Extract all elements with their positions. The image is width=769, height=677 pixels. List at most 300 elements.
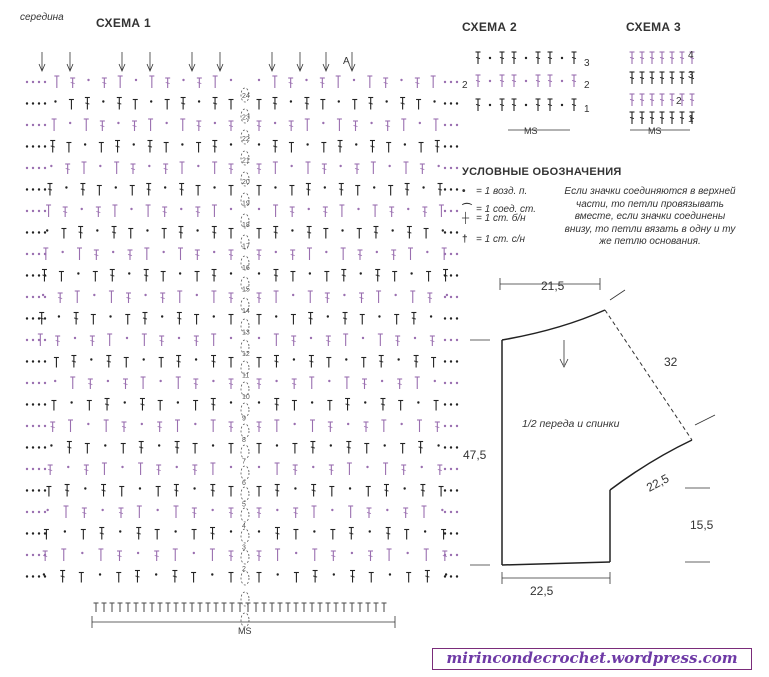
dc-stitch bbox=[192, 508, 197, 518]
chain-dot bbox=[44, 554, 46, 556]
chain-dot bbox=[32, 489, 34, 491]
sc-stitch bbox=[222, 603, 227, 612]
chain-dot bbox=[44, 274, 46, 276]
chain-dot bbox=[213, 315, 215, 317]
sc-stitch bbox=[173, 549, 178, 561]
sc-stitch bbox=[312, 506, 317, 518]
dc-stitch bbox=[548, 99, 553, 111]
chain-dot bbox=[26, 296, 28, 298]
chain-dot bbox=[38, 102, 40, 104]
sc-stitch bbox=[64, 506, 69, 518]
dc-stitch bbox=[210, 528, 215, 540]
dc-stitch bbox=[572, 99, 577, 111]
dc-stitch bbox=[212, 227, 217, 239]
dc-stitch bbox=[55, 336, 60, 346]
dc-stitch bbox=[345, 399, 350, 411]
chain-dot bbox=[38, 167, 40, 169]
chain-dot bbox=[394, 294, 396, 296]
chain-dot bbox=[444, 296, 446, 298]
chain-dot bbox=[450, 188, 452, 190]
chain-dot bbox=[444, 81, 446, 83]
sc-stitch bbox=[52, 119, 57, 131]
chain-dot bbox=[38, 253, 40, 255]
dc-stitch bbox=[132, 121, 137, 131]
sc-stitch bbox=[262, 603, 267, 612]
chain-dot bbox=[44, 360, 46, 362]
dc-stitch bbox=[275, 485, 280, 497]
chain-dot bbox=[26, 124, 28, 126]
chain-dot bbox=[139, 487, 141, 489]
sc-stitch bbox=[323, 229, 328, 239]
dc-stitch bbox=[229, 121, 234, 131]
dc-stitch bbox=[350, 571, 355, 583]
sc-stitch bbox=[415, 377, 420, 389]
row-number: 2 bbox=[242, 566, 246, 573]
chain-dot bbox=[44, 446, 46, 448]
chain-dot bbox=[450, 210, 452, 212]
sc-stitch bbox=[404, 162, 409, 174]
chain-dot bbox=[135, 79, 137, 81]
chain-dot bbox=[194, 423, 196, 425]
sc-stitch bbox=[211, 420, 216, 432]
chain-dot bbox=[444, 102, 446, 104]
chain-dot bbox=[456, 296, 458, 298]
chain-dot bbox=[44, 253, 46, 255]
sc-stitch bbox=[439, 487, 444, 497]
chain-dot bbox=[293, 423, 295, 425]
dc-stitch bbox=[397, 379, 402, 389]
chain-dot bbox=[275, 251, 277, 253]
hem-outline bbox=[502, 562, 610, 565]
dc-stitch bbox=[106, 356, 111, 368]
chain-dot bbox=[333, 573, 335, 575]
sc-stitch bbox=[175, 420, 180, 432]
dc-stitch bbox=[213, 98, 218, 110]
sc-stitch bbox=[292, 444, 297, 454]
dc-stitch bbox=[102, 78, 107, 88]
chain-dot bbox=[26, 339, 28, 341]
dc-stitch bbox=[512, 99, 517, 111]
dc-stitch bbox=[163, 164, 168, 174]
sc-stitch bbox=[326, 358, 331, 368]
dc-stitch bbox=[311, 485, 316, 497]
chain-dot bbox=[230, 272, 232, 274]
arrow-down-icon bbox=[39, 52, 45, 71]
dc-stitch bbox=[384, 485, 389, 497]
chain-dot bbox=[44, 124, 46, 126]
legend-item-slip: ⌒ = 1 соед. ст. bbox=[462, 200, 536, 215]
chain-dot bbox=[65, 186, 67, 188]
chain-dot bbox=[324, 186, 326, 188]
dc-stitch bbox=[288, 78, 293, 88]
dc-stitch bbox=[331, 551, 336, 561]
dc-stitch bbox=[425, 571, 430, 583]
sc-stitch bbox=[378, 334, 383, 346]
sc-stitch bbox=[238, 603, 243, 612]
sc-stitch bbox=[104, 420, 109, 432]
dc-stitch bbox=[660, 112, 665, 124]
sc-stitch bbox=[134, 603, 139, 612]
chain-dot bbox=[156, 509, 158, 511]
sc-stitch bbox=[342, 603, 347, 612]
dc-stitch bbox=[660, 94, 665, 106]
dc-stitch bbox=[48, 465, 53, 475]
chain-dot bbox=[381, 380, 383, 382]
chain-dot bbox=[38, 210, 40, 212]
chain-dot bbox=[561, 104, 563, 106]
chain-dot bbox=[391, 229, 393, 231]
chain-dot bbox=[165, 122, 167, 124]
sc-stitch bbox=[158, 603, 163, 612]
sc-stitch bbox=[118, 603, 123, 612]
dc-stitch bbox=[367, 508, 372, 518]
chain-dot bbox=[450, 360, 452, 362]
row-number: 7 bbox=[242, 458, 246, 466]
sc-stitch bbox=[164, 143, 169, 153]
sc-stitch bbox=[54, 76, 59, 88]
sc-stitch bbox=[433, 119, 438, 131]
sc-stitch bbox=[257, 444, 262, 454]
chain-dot bbox=[32, 274, 34, 276]
sc-stitch bbox=[46, 205, 51, 217]
chain-dot bbox=[32, 403, 34, 405]
dc-stitch bbox=[386, 528, 391, 540]
chain-dot bbox=[38, 532, 40, 534]
chain-dot bbox=[362, 337, 364, 339]
chain-dot bbox=[258, 143, 260, 145]
chain-dot bbox=[450, 339, 452, 341]
dc-stitch bbox=[257, 379, 262, 389]
chain-dot bbox=[456, 554, 458, 556]
sc-stitch bbox=[91, 315, 96, 325]
dc-stitch bbox=[67, 442, 72, 454]
chain-dot bbox=[450, 382, 452, 384]
sc-stitch bbox=[376, 291, 381, 303]
dc-stitch bbox=[322, 164, 327, 174]
chain-dot bbox=[93, 294, 95, 296]
dc-stitch bbox=[500, 75, 505, 87]
chain-dot bbox=[38, 231, 40, 233]
sc-stitch bbox=[229, 186, 234, 196]
dc-stitch bbox=[292, 379, 297, 389]
chain-dot bbox=[450, 489, 452, 491]
sc-stitch bbox=[59, 272, 64, 282]
sc-stitch bbox=[302, 603, 307, 612]
chain-dot bbox=[444, 274, 446, 276]
sc-stitch bbox=[158, 401, 163, 411]
chain-dot bbox=[433, 100, 435, 102]
dc-stitch bbox=[650, 112, 655, 124]
chain-dot bbox=[137, 552, 139, 554]
dc-stitch bbox=[273, 270, 278, 282]
chain-dot bbox=[32, 339, 34, 341]
dc-stitch bbox=[160, 293, 165, 303]
sc-stitch bbox=[369, 573, 374, 583]
arrow-down-icon bbox=[189, 52, 195, 71]
sc-stitch bbox=[310, 420, 315, 432]
chain-dot bbox=[74, 337, 76, 339]
chain-dot bbox=[434, 380, 436, 382]
chain-dot bbox=[343, 294, 345, 296]
dc-stitch bbox=[548, 75, 553, 87]
chain-dot bbox=[441, 509, 443, 511]
row-number: 15 bbox=[242, 286, 250, 294]
dc-stitch bbox=[370, 141, 375, 153]
chain-dot bbox=[181, 143, 183, 145]
dc-stitch bbox=[680, 72, 685, 84]
chain-dot bbox=[176, 466, 178, 468]
chain-dot bbox=[32, 167, 34, 169]
sc-stitch bbox=[82, 162, 87, 174]
sc-stitch bbox=[257, 487, 262, 497]
scheme3-chart bbox=[620, 38, 730, 148]
dc-stitch bbox=[650, 52, 655, 64]
chain-dot bbox=[121, 466, 123, 468]
chain-dot bbox=[87, 79, 89, 81]
chain-dot bbox=[306, 143, 308, 145]
chain-dot bbox=[450, 253, 452, 255]
dc-stitch bbox=[212, 270, 217, 282]
dc-stitch bbox=[430, 336, 435, 346]
row-number: 8 bbox=[242, 437, 246, 444]
sc-stitch bbox=[257, 229, 262, 239]
dc-stitch bbox=[140, 399, 145, 411]
sc-stitch bbox=[161, 272, 166, 282]
chain-dot bbox=[84, 487, 86, 489]
sc-stitch bbox=[367, 76, 372, 88]
row-number: 11 bbox=[242, 372, 250, 380]
legend-title: УСЛОВНЫЕ ОБОЗНАЧЕНИЯ bbox=[462, 166, 622, 178]
chain-dot bbox=[456, 210, 458, 212]
sc-stitch bbox=[343, 334, 348, 346]
chain-dot bbox=[174, 530, 176, 532]
dc-stitch bbox=[395, 336, 400, 346]
dc-stitch bbox=[411, 313, 416, 325]
sc-stitch bbox=[366, 487, 371, 497]
chain-dot bbox=[426, 251, 428, 253]
scheme3-row-2: 2 bbox=[676, 96, 682, 107]
chain-dot bbox=[258, 208, 260, 210]
chain-dot bbox=[32, 253, 34, 255]
sc-stitch bbox=[125, 315, 130, 325]
double-crochet-icon: † bbox=[462, 234, 468, 245]
sc-stitch bbox=[116, 573, 121, 583]
sc-stitch bbox=[292, 401, 297, 411]
sc-stitch bbox=[229, 487, 234, 497]
chain-dot bbox=[456, 124, 458, 126]
chain-dot bbox=[444, 425, 446, 427]
chain-dot bbox=[38, 511, 40, 513]
sc-stitch bbox=[294, 603, 299, 612]
dc-stitch bbox=[110, 270, 115, 282]
dc-stitch bbox=[229, 508, 234, 518]
chain-dot bbox=[38, 403, 40, 405]
chain-dot bbox=[26, 145, 28, 147]
dc-stitch bbox=[304, 98, 309, 110]
dc-stitch bbox=[364, 422, 369, 432]
chain-dot bbox=[26, 446, 28, 448]
dc-stitch bbox=[157, 422, 162, 432]
dc-stitch bbox=[58, 293, 63, 303]
chain-dot bbox=[450, 532, 452, 534]
chain-dot bbox=[407, 208, 409, 210]
chain-dot bbox=[130, 208, 132, 210]
chain-dot bbox=[450, 446, 452, 448]
sc-stitch bbox=[190, 603, 195, 612]
dc-stitch bbox=[500, 99, 505, 111]
dc-stitch bbox=[343, 313, 348, 325]
dc-stitch bbox=[257, 508, 262, 518]
sc-stitch bbox=[350, 603, 355, 612]
sc-stitch bbox=[337, 119, 342, 131]
chain-dot bbox=[258, 401, 260, 403]
chain-dot bbox=[456, 425, 458, 427]
legend-item-chain: • = 1 возд. п. bbox=[462, 186, 528, 197]
sc-stitch bbox=[126, 603, 131, 612]
sc-stitch bbox=[212, 162, 217, 174]
sc-stitch bbox=[155, 530, 160, 540]
dc-stitch bbox=[96, 207, 101, 217]
dc-stitch bbox=[88, 379, 93, 389]
dc-stitch bbox=[389, 207, 394, 217]
sc-stitch bbox=[54, 358, 59, 368]
dim-armhole: 22,5 bbox=[644, 471, 672, 495]
chain-dot bbox=[369, 530, 371, 532]
sc-stitch bbox=[289, 186, 294, 196]
dc-stitch bbox=[670, 72, 675, 84]
dc-stitch bbox=[154, 551, 159, 561]
chain-dot bbox=[489, 57, 491, 59]
chain-dot bbox=[292, 294, 294, 296]
sc-stitch bbox=[257, 358, 262, 368]
dc-stitch bbox=[78, 227, 83, 239]
row-number: 20 bbox=[242, 179, 250, 186]
sc-stitch bbox=[112, 205, 117, 217]
dc-stitch bbox=[362, 379, 367, 389]
chain-dot bbox=[50, 165, 52, 167]
chain-dot bbox=[81, 208, 83, 210]
chain-dot bbox=[444, 403, 446, 405]
dc-stitch bbox=[210, 485, 215, 497]
sc-stitch bbox=[386, 143, 391, 153]
chain-dot bbox=[32, 511, 34, 513]
dc-stitch bbox=[291, 336, 296, 346]
chain-dot bbox=[331, 509, 333, 511]
dc-stitch bbox=[476, 75, 481, 87]
sc-stitch bbox=[330, 530, 335, 540]
sc-stitch bbox=[257, 573, 262, 583]
sc-stitch bbox=[97, 186, 102, 196]
sc-stitch bbox=[138, 463, 143, 475]
sc-stitch bbox=[124, 358, 129, 368]
sc-stitch bbox=[196, 186, 201, 196]
dc-stitch bbox=[536, 52, 541, 64]
row-number: 4 bbox=[242, 523, 246, 530]
chain-dot bbox=[322, 122, 324, 124]
chain-dot bbox=[32, 296, 34, 298]
chain-dot bbox=[450, 468, 452, 470]
chain-dot bbox=[444, 382, 446, 384]
scheme1-top-arrows bbox=[39, 52, 355, 71]
dc-stitch bbox=[60, 571, 65, 583]
chain-dot bbox=[444, 468, 446, 470]
dc-stitch bbox=[310, 442, 315, 454]
scheme2-row-2-left: 2 bbox=[462, 80, 468, 91]
chain-dot bbox=[26, 468, 28, 470]
dc-stitch bbox=[306, 184, 311, 196]
dc-stitch bbox=[275, 528, 280, 540]
sc-stitch bbox=[273, 162, 278, 174]
row-number: 23 bbox=[242, 114, 250, 122]
sc-stitch bbox=[128, 229, 133, 239]
sc-stitch bbox=[419, 143, 424, 153]
chain-dot bbox=[456, 468, 458, 470]
row-number: 14 bbox=[242, 308, 250, 315]
chain-dot bbox=[450, 403, 452, 405]
dc-stitch bbox=[211, 399, 216, 411]
sc-stitch bbox=[309, 377, 314, 389]
scheme1-title: СХЕМА 1 bbox=[96, 16, 151, 30]
dc-stitch bbox=[572, 52, 577, 64]
chain-dot bbox=[155, 573, 157, 575]
dc-stitch bbox=[536, 75, 541, 87]
chain-dot bbox=[42, 294, 44, 296]
dc-stitch bbox=[512, 52, 517, 64]
dc-stitch bbox=[353, 121, 358, 131]
sc-stitch bbox=[383, 463, 388, 475]
chain-dot bbox=[456, 360, 458, 362]
sc-stitch bbox=[382, 603, 387, 612]
dc-stitch bbox=[640, 72, 645, 84]
dc-stitch bbox=[670, 52, 675, 64]
chain-dot bbox=[444, 360, 446, 362]
chain-dot bbox=[444, 188, 446, 190]
chain-dot bbox=[293, 358, 295, 360]
chain-dot bbox=[38, 188, 40, 190]
dc-stitch bbox=[135, 571, 140, 583]
sc-stitch bbox=[257, 315, 262, 325]
chain-dot bbox=[38, 382, 40, 384]
row-number: 24 bbox=[242, 93, 250, 100]
chain-dot bbox=[313, 530, 315, 532]
chain-dot bbox=[422, 186, 424, 188]
sc-stitch bbox=[98, 549, 103, 561]
arrow-down-icon bbox=[269, 52, 275, 71]
sc-stitch bbox=[194, 315, 199, 325]
chain-dot bbox=[32, 554, 34, 556]
chain-dot bbox=[44, 317, 46, 319]
dc-stitch bbox=[385, 121, 390, 131]
dc-stitch bbox=[229, 293, 234, 303]
chain-dot bbox=[419, 122, 421, 124]
chain-dot bbox=[456, 81, 458, 83]
dc-stitch bbox=[257, 250, 262, 260]
chain-dot bbox=[275, 380, 277, 382]
chain-dot bbox=[107, 380, 109, 382]
chain-dot bbox=[26, 489, 28, 491]
chain-dot bbox=[38, 145, 40, 147]
chain-dot bbox=[32, 231, 34, 233]
sc-stitch bbox=[107, 334, 112, 346]
dc-stitch bbox=[115, 141, 120, 153]
chain-dot bbox=[437, 444, 439, 446]
sc-stitch bbox=[93, 272, 98, 282]
dc-stitch bbox=[47, 184, 52, 196]
chain-dot bbox=[456, 253, 458, 255]
chain-dot bbox=[38, 575, 40, 577]
sc-stitch bbox=[371, 162, 376, 174]
sc-stitch bbox=[355, 186, 360, 196]
